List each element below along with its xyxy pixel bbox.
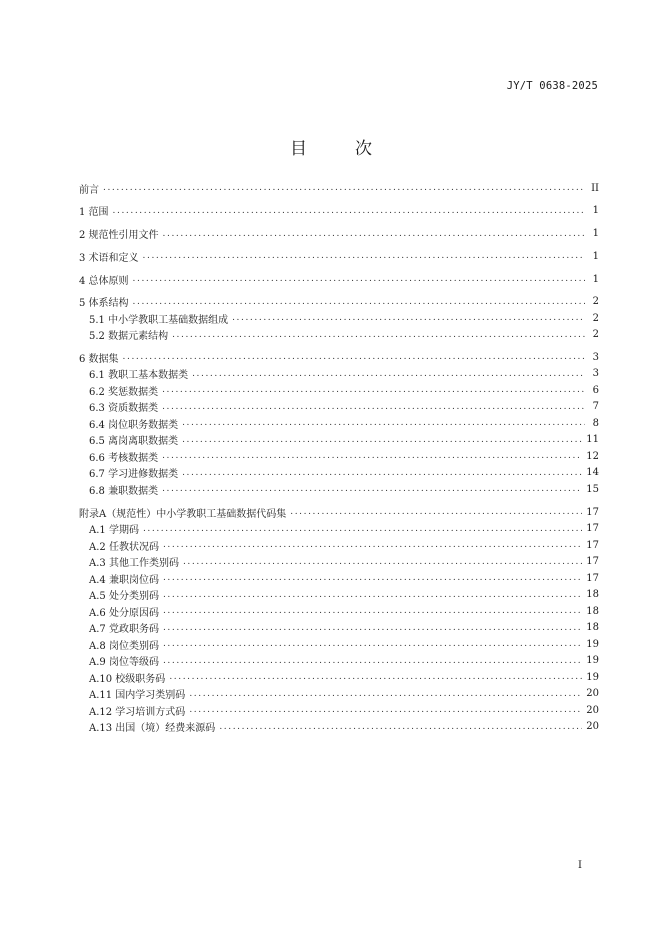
toc-leader-dots [133, 274, 585, 284]
toc-leader-dots [143, 524, 582, 534]
toc-entry-label: 2 规范性引用文件 [79, 230, 159, 242]
toc-entry[interactable] [79, 203, 599, 220]
toc-leader-dots [189, 689, 582, 699]
toc-entry-page: 17 [586, 556, 599, 568]
toc-leader-dots [113, 206, 585, 216]
toc-entry-page: 1 [592, 205, 599, 217]
toc-entry-label: A.9 岗位等级码 [89, 657, 159, 669]
toc-entry[interactable] [79, 382, 599, 399]
toc-leader-dots [232, 313, 585, 323]
toc-leader-dots [162, 385, 585, 395]
toc-entry-label: 6.2 奖惩数据类 [89, 386, 159, 398]
toc-entry-page: 1 [592, 250, 599, 262]
toc-entry-page: 20 [586, 721, 599, 733]
toc-entry-page: 11 [586, 434, 599, 446]
toc-entry-page: 19 [586, 655, 599, 667]
toc-entry-page: 18 [586, 605, 599, 617]
toc-entry-label: A.10 校级职务码 [89, 673, 166, 685]
toc-entry[interactable] [79, 702, 599, 719]
toc-entry[interactable] [79, 366, 599, 383]
toc-entry[interactable] [79, 537, 599, 554]
toc-entry-label: 6.1 教职工基本数据类 [89, 370, 189, 382]
toc-entry-page: 8 [592, 417, 599, 429]
toc-entry[interactable] [79, 248, 599, 265]
toc-entry-label: A.11 国内学习类别码 [89, 690, 186, 702]
toc-entry-page: II [591, 182, 599, 194]
toc-entry[interactable] [79, 349, 599, 366]
toc-leader-dots [163, 656, 582, 666]
toc-entry[interactable] [79, 180, 599, 197]
toc-entry[interactable] [79, 448, 599, 465]
toc-entry-label: 6.3 资质数据类 [89, 403, 159, 415]
toc-entry[interactable] [79, 652, 599, 669]
toc-entry-label: 6 数据集 [79, 353, 119, 365]
title-char-2: 次 [355, 139, 372, 159]
toc-entry[interactable] [79, 603, 599, 620]
toc-entry[interactable] [79, 465, 599, 482]
page-title [0, 134, 662, 159]
toc-leader-dots [162, 451, 582, 461]
toc-leader-dots [219, 722, 582, 732]
toc-entry-page: 3 [592, 368, 599, 380]
toc-entry-label: A.6 处分原因码 [89, 607, 159, 619]
toc-entry-page: 2 [592, 329, 599, 341]
toc-entry[interactable] [79, 619, 599, 636]
toc-entry-label: 5.2 数据元素结构 [89, 331, 169, 343]
toc-leader-dots [103, 183, 585, 193]
toc-entry-page: 18 [586, 622, 599, 634]
toc-entry-label: A.7 党政职务码 [89, 624, 159, 636]
toc-entry-label: A.13 出国（境）经费来源码 [89, 723, 216, 735]
toc-entry-page: 18 [586, 589, 599, 601]
toc-leader-dots [163, 623, 582, 633]
toc-entry-page: 20 [586, 704, 599, 716]
toc-leader-dots [192, 369, 585, 379]
toc-entry-label: 前言 [79, 184, 99, 196]
toc-entry[interactable] [79, 225, 599, 242]
toc-entry[interactable] [79, 504, 599, 521]
toc-entry-page: 19 [586, 671, 599, 683]
toc-leader-dots [163, 639, 582, 649]
toc-leader-dots [169, 672, 582, 682]
toc-entry[interactable] [79, 481, 599, 498]
toc-entry-page: 7 [592, 401, 599, 413]
toc-entry[interactable] [79, 415, 599, 432]
toc-entry[interactable] [79, 669, 599, 686]
toc-leader-dots [189, 705, 582, 715]
toc-leader-dots [183, 557, 582, 567]
toc-entry-page: 20 [586, 688, 599, 700]
toc-leader-dots [182, 418, 585, 428]
toc-entry-label: 6.4 岗位职务数据类 [89, 419, 179, 431]
toc-entry-label: 6.7 学习进修数据类 [89, 469, 179, 481]
table-of-contents [79, 180, 599, 735]
toc-leader-dots [163, 229, 585, 239]
toc-leader-dots [163, 573, 582, 583]
toc-entry-label: 6.8 兼职数据类 [89, 485, 159, 497]
toc-leader-dots [182, 435, 582, 445]
toc-entry-page: 17 [586, 539, 599, 551]
toc-entry-page: 1 [592, 273, 599, 285]
toc-entry[interactable] [79, 271, 599, 288]
toc-leader-dots [143, 251, 585, 261]
toc-leader-dots [163, 540, 582, 550]
toc-leader-dots [163, 590, 582, 600]
toc-entry-label: A.2 任教状况码 [89, 541, 159, 553]
toc-entry-page: 19 [586, 638, 599, 650]
toc-entry[interactable] [79, 326, 599, 343]
toc-entry-page: 15 [586, 483, 599, 495]
toc-leader-dots [182, 468, 582, 478]
toc-entry-label: 6.6 考核数据类 [89, 452, 159, 464]
toc-entry[interactable] [79, 636, 599, 653]
toc-leader-dots [163, 606, 582, 616]
toc-entry[interactable] [79, 399, 599, 416]
toc-entry-label: A.8 岗位类别码 [89, 640, 159, 652]
page-number: I [578, 860, 582, 871]
toc-entry[interactable] [79, 570, 599, 587]
toc-entry[interactable] [79, 718, 599, 735]
toc-entry-page: 2 [592, 312, 599, 324]
toc-entry-label: 附录A（规范性）中小学教职工基础数据代码集 [79, 508, 287, 520]
toc-leader-dots [123, 352, 585, 362]
toc-entry-label: 6.5 离岗离职数据类 [89, 436, 179, 448]
toc-entry-label: 5.1 中小学教职工基础数据组成 [89, 314, 229, 326]
toc-entry[interactable] [79, 293, 599, 310]
toc-entry[interactable] [79, 520, 599, 537]
toc-leader-dots [162, 402, 585, 412]
toc-entry[interactable] [79, 310, 599, 327]
toc-entry-label: A.1 学期码 [89, 525, 139, 537]
toc-leader-dots [172, 330, 585, 340]
toc-entry-label: A.4 兼职岗位码 [89, 574, 159, 586]
toc-entry[interactable] [79, 553, 599, 570]
toc-entry-page: 17 [586, 523, 599, 535]
toc-entry-page: 12 [586, 450, 599, 462]
title-char-1: 目 [290, 139, 307, 159]
toc-entry-label: A.3 其他工作类别码 [89, 558, 179, 570]
toc-entry-label: A.12 学习培训方式码 [89, 706, 186, 718]
toc-entry[interactable] [79, 432, 599, 449]
toc-entry-page: 17 [586, 572, 599, 584]
toc-entry-label: 3 术语和定义 [79, 252, 139, 264]
toc-entry-label: 5 体系结构 [79, 298, 129, 310]
toc-leader-dots [162, 484, 582, 494]
toc-leader-dots [133, 297, 585, 307]
toc-entry-page: 1 [592, 228, 599, 240]
toc-entry-page: 6 [592, 384, 599, 396]
toc-entry-page: 2 [592, 296, 599, 308]
toc-entry-label: 1 范围 [79, 207, 109, 219]
toc-entry[interactable] [79, 685, 599, 702]
toc-entry-page: 14 [586, 467, 599, 479]
toc-entry-page: 17 [586, 506, 599, 518]
toc-entry-label: A.5 处分类别码 [89, 591, 159, 603]
toc-leader-dots [290, 507, 582, 517]
toc-entry-label: 4 总体原则 [79, 275, 129, 287]
document-code: JY/T 0638-2025 [506, 80, 598, 92]
toc-entry[interactable] [79, 586, 599, 603]
toc-entry-page: 3 [592, 351, 599, 363]
